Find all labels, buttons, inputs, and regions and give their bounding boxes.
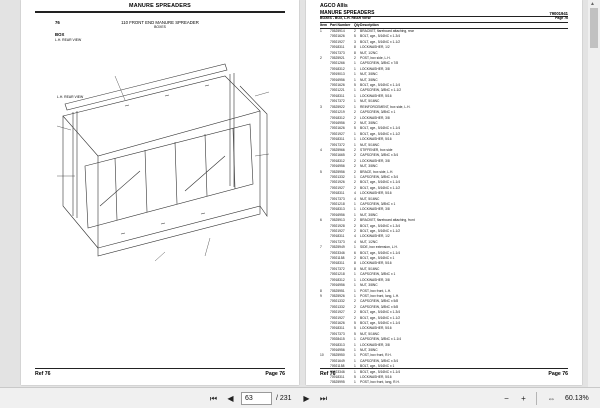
parts-number: 70921158 (330, 364, 345, 369)
drawing-leaders (57, 76, 269, 261)
parts-description: POST, box front, long, R.H. (360, 380, 400, 385)
parts-number: 70917373 (330, 196, 345, 201)
parts-qty: 1 (354, 277, 356, 282)
parts-number: 70921927 (330, 131, 345, 136)
parts-qty: 1 (354, 142, 356, 147)
parts-qty: 8 (354, 266, 356, 271)
parts-qty: 4 (354, 196, 356, 201)
parts-description: CAPSCREW, 3/8NC x 1-1/4 (360, 337, 402, 342)
parts-number: 70918313 (330, 342, 345, 347)
parts-description: LOCKWASHER, 1/2 (360, 45, 390, 50)
parts-description: LOCKWASHER, 3/8 (360, 342, 390, 347)
parts-description: BOLT, cge., 5/16NC x 1-1/4 (360, 320, 401, 325)
parts-number: 70918313 (330, 207, 345, 212)
parts-description: CAPSCREW, 3/8NC x 5/8 (360, 304, 399, 309)
zoom-level: 60.13% (565, 395, 589, 402)
parts-description: LOCKWASHER, 3/8 (360, 66, 390, 71)
parts-number: 70918312 (330, 277, 345, 282)
parts-description: CAPSCREW, 3/8NC x 1 (360, 202, 396, 206)
right-subtitle: BOXES - BOX, L.H. REAR VIEW (320, 16, 371, 20)
parts-number: 70525926 (330, 293, 345, 298)
parts-item: 7 (320, 245, 322, 250)
parts-number: 70918311 (330, 375, 345, 379)
parts-qty: 6 (354, 250, 356, 255)
parts-number: 70918312 (330, 66, 345, 71)
parts-number: 70921626 (330, 126, 345, 131)
parts-number: 70918311 (330, 191, 345, 196)
parts-description: STIFFENER, box side (360, 147, 393, 152)
parts-item: 8 (320, 288, 322, 293)
parts-number: 70921649 (330, 358, 345, 363)
parts-description: BOLT, cge., 5/16NC x 1-3/4 (360, 34, 401, 39)
parts-qty: 1 (354, 88, 356, 93)
parts-description: NUT, 5/16NC (360, 99, 380, 104)
parts-description: BOLT, cge., 5/16NC x 1-1/4 (360, 83, 401, 88)
parts-number: 70918311 (330, 45, 345, 50)
right-title: MANURE SPREADERS (320, 10, 375, 16)
parts-item: 3 (320, 104, 322, 109)
parts-number: 70918311 (330, 93, 345, 98)
parts-description: BRACKET, flareboard attaching, rear (360, 29, 414, 33)
parts-description: POST, box front, L.H. (360, 288, 392, 293)
parts-qty: 5 (354, 375, 356, 379)
parts-description: CAPSCREW, 3/8NC x 3/4 (360, 153, 399, 158)
parts-qty: 1 (354, 174, 356, 179)
parts-description: NUT, 1/2NC (360, 50, 378, 55)
parts-number: 70921221 (330, 88, 345, 93)
parts-number: 70918311 (330, 261, 345, 266)
left-subtitle: 110 FRONT END MANURE SPREADER (121, 20, 199, 25)
catalog-code: 79001941 (549, 11, 568, 16)
parts-qty: 8 (354, 261, 356, 266)
parts-qty: 1 (354, 288, 356, 293)
left-footer-page: Page 76 (265, 370, 285, 377)
parts-number: 70917373 (330, 331, 345, 336)
right-footer-ref: Ref 76 (320, 370, 336, 377)
drawing-posts (73, 73, 234, 218)
parts-description: NUT, 3/8NC (360, 164, 378, 169)
parts-description: BOLT, cge., 5/16NC x 1-1/4 (360, 180, 401, 185)
parts-qty: 1 (354, 99, 356, 104)
parts-number: 70928415 (330, 337, 345, 342)
parts-qty: 2 (354, 29, 356, 33)
parts-qty: 1 (354, 337, 356, 342)
parts-number: 70921218 (330, 272, 345, 277)
parts-description: LOCKWASHER, 5/16 (360, 137, 392, 142)
parts-qty: 1 (354, 293, 356, 298)
parts-description: CAPSCREW, 3/8NC x 1 (360, 110, 396, 115)
parts-qty: 8 (354, 50, 356, 55)
parts-number: 70525922 (330, 104, 345, 109)
parts-number: 70921665 (330, 153, 345, 158)
parts-description: BOLT, cge., 5/16NC x 1-1/2 (360, 39, 401, 44)
parts-number: 70921928 (330, 223, 345, 228)
parts-qty: 2 (354, 223, 356, 228)
parts-qty: 2 (354, 180, 356, 185)
parts-number: 70921219 (330, 110, 345, 115)
drawing-title: BOX (55, 32, 65, 37)
parts-description: BRACE, box side, L.H. (360, 169, 394, 174)
parts-number: 70525913 (330, 218, 345, 223)
parts-qty: 1 (354, 131, 356, 136)
parts-qty: 1 (354, 358, 356, 363)
parts-qty: 1 (354, 61, 356, 66)
parts-qty: 1 (354, 104, 356, 109)
parts-qty: 2 (354, 169, 356, 174)
parts-number: 70916956 (330, 77, 345, 82)
parts-qty: 2 (354, 56, 356, 61)
parts-description: BOLT, cge., 5/16NC x 1-1/4 (360, 369, 401, 374)
parts-number: 70921218 (330, 202, 345, 206)
parts-qty: 4 (354, 234, 356, 239)
parts-qty: 2 (354, 120, 356, 125)
view-label: L.H. REAR VIEW (57, 95, 84, 99)
drawing-box-side (63, 76, 260, 156)
parts-number: 70525951 (330, 288, 345, 293)
parts-item (320, 380, 330, 385)
parts-number: 70916956 (330, 120, 345, 125)
col-qty: Qty (354, 23, 360, 27)
parts-description: CAPSCREW, 3/8NC x 1 (360, 272, 396, 277)
parts-number: 70921332 (330, 299, 345, 304)
col-part-number: Part Number (330, 23, 351, 27)
parts-number: 70917373 (330, 239, 345, 244)
parts-number: 70923346 (330, 250, 345, 255)
parts-description: NUT, 3/8NC (360, 347, 378, 352)
parts-description: BOLT, cge., 5/16NC x 1 (360, 364, 395, 369)
next-page-icon[interactable]: ▶ (303, 394, 310, 403)
left-header-title: MANURE SPREADERS (129, 3, 191, 9)
parts-description: LOCKWASHER, 3/8 (360, 158, 390, 163)
parts-description: LOCKWASHER, 5/16 (360, 326, 392, 331)
parts-number: 70918312 (330, 158, 345, 163)
scroll-up-icon[interactable]: ▲ (590, 1, 595, 7)
parts-number: 70921926 (330, 180, 345, 185)
parts-number: 70921626 (330, 34, 345, 39)
parts-qty: 2 (354, 315, 356, 320)
parts-number: 70916956 (330, 283, 345, 288)
parts-description: NUT, 3/8NC (360, 212, 378, 217)
drawing-lower-rail (98, 206, 260, 256)
parts-number: 70919013 (330, 72, 345, 77)
parts-description: NUT, 5/16NC (360, 142, 380, 147)
left-footer-ref: Ref 76 (35, 370, 51, 377)
parts-item: 5 (320, 169, 322, 174)
parts-qty: 1 (354, 369, 356, 374)
drawing-extension-panel (85, 124, 253, 228)
parts-description: BOLT, cge., 5/16NC x 1-1/4 (360, 126, 401, 131)
parts-qty: 2 (354, 229, 356, 234)
total-pages: / 231 (276, 395, 292, 402)
parts-item: 10 (320, 353, 324, 358)
parts-description: BOLT, cge., 5/16NC x 1-3/4 (360, 223, 401, 228)
parts-description: BOLT, cge., 5/16NC x 1-1/2 (360, 315, 401, 320)
parts-qty: 1 (354, 272, 356, 277)
parts-row (320, 380, 570, 385)
parts-description: REINFORCEMENT, box side, L.H. (360, 104, 411, 109)
left-page-ref: 76 (55, 20, 60, 25)
parts-item: 9 (320, 293, 322, 298)
parts-qty: 1 (354, 77, 356, 82)
parts-description: BOLT, cge., 5/16NC x 1-1/2 (360, 229, 401, 234)
parts-number: 70917372 (330, 266, 345, 271)
parts-qty: 1 (354, 66, 356, 71)
parts-description: LOCKWASHER, 3/8 (360, 277, 390, 282)
parts-qty: 4 (354, 191, 356, 196)
parts-number: 70918311 (330, 234, 345, 239)
parts-description: POST, box side, L.H. (360, 56, 391, 61)
parts-number: 70525995 (330, 380, 345, 385)
drawing-subtitle: L.H. REAR VIEW (55, 37, 82, 42)
parts-qty: 5 (354, 126, 356, 131)
vertical-scrollbar[interactable] (588, 0, 600, 387)
right-footer-rule (320, 368, 568, 369)
parts-qty: 2 (354, 115, 356, 120)
parts-qty: 8 (354, 45, 356, 50)
parts-description: LOCKWASHER, 1/2 (360, 234, 390, 239)
parts-qty: 1 (354, 245, 356, 250)
parts-number: 70917372 (330, 142, 345, 147)
parts-qty: 1 (354, 347, 356, 352)
parts-qty: 2 (354, 158, 356, 163)
parts-item: 6 (320, 218, 322, 223)
parts-description: BRACKET, flareboard attaching, front (360, 218, 415, 223)
parts-number: 70921332 (330, 174, 345, 179)
parts-number: 70525914 (330, 29, 345, 33)
fit-page-icon[interactable]: ⇔ (547, 394, 556, 403)
parts-qty: 2 (354, 164, 356, 169)
parts-number: 70917372 (330, 99, 345, 104)
parts-description: LOCKWASHER, 5/16 (360, 375, 392, 379)
current-page-input[interactable]: 63 (241, 392, 272, 405)
parts-qty: 1 (354, 93, 356, 98)
parts-item: 1 (320, 29, 322, 33)
parts-number: 70916956 (330, 164, 345, 169)
parts-number: 70525956 (330, 169, 345, 174)
scroll-thumb[interactable] (590, 8, 598, 48)
drawing-ribs (115, 128, 235, 220)
parts-qty: 1 (354, 212, 356, 217)
company-name: AGCO Allis (320, 3, 348, 9)
parts-number: 70921158 (330, 256, 345, 261)
right-page-number: Page 76 (555, 16, 568, 20)
parts-number: 70921927 (330, 229, 345, 234)
parts-table (320, 29, 570, 385)
parts-description: NUT, 5/16NC (360, 331, 380, 336)
parts-description: POST, box front, long, L.H. (360, 293, 400, 298)
drawing-front-end (240, 86, 267, 216)
toolbar-separator (536, 392, 537, 405)
parts-number: 70923346 (330, 369, 345, 374)
parts-number: 70921266 (330, 61, 345, 66)
right-footer-page: Page 76 (548, 370, 568, 377)
page-left (21, 0, 299, 385)
parts-number: 70918311 (330, 137, 345, 142)
parts-description: NUT, 1/2NC (360, 239, 378, 244)
parts-number: 70921927 (330, 39, 345, 44)
parts-qty: 1 (354, 380, 356, 385)
parts-number: 70916956 (330, 212, 345, 217)
parts-qty: 1 (354, 72, 356, 77)
left-header-rule-2 (35, 12, 285, 13)
parts-qty: 2 (354, 153, 356, 158)
parts-item: 4 (320, 147, 322, 152)
parts-qty: 2 (354, 310, 356, 315)
col-item: Item (320, 23, 327, 27)
parts-description: BOLT, cge., 5/16NC x 1-1/2 (360, 131, 401, 136)
parts-description: LOCKWASHER, 3/8 (360, 115, 390, 120)
parts-description: LOCKWASHER, 5/16 (360, 261, 392, 266)
page-right (306, 0, 582, 385)
parts-description: CAPSCREW, 3/8NC x 7/8 (360, 61, 399, 66)
col-description: Description (360, 23, 379, 27)
parts-number: 70525949 (330, 245, 345, 250)
parts-number: 70921927 (330, 315, 345, 320)
parts-description: LOCKWASHER, 5/16 (360, 93, 392, 98)
parts-number: 70918312 (330, 115, 345, 120)
parts-description: LOCKWASHER, 5/16 (360, 191, 392, 196)
parts-qty: 2 (354, 304, 356, 309)
parts-qty: 1 (354, 207, 356, 212)
parts-number: 70921927 (330, 310, 345, 315)
parts-description: CAPSCREW, 3/8NC x 3/4 (360, 174, 399, 179)
parts-description: BOLT, cge., 5/16NC x 1-1/2 (360, 185, 401, 190)
parts-qty: 3 (354, 39, 356, 44)
skip-last-icon[interactable]: ⏭ (319, 394, 328, 403)
parts-description: LOCKWASHER, 3/8 (360, 207, 390, 212)
parts-description: NUT, 5/16NC (360, 196, 380, 201)
parts-qty: 2 (354, 185, 356, 190)
parts-number: 70917373 (330, 50, 345, 55)
parts-qty: 5 (354, 83, 356, 88)
parts-qty: 5 (354, 320, 356, 325)
parts-qty: 1 (354, 137, 356, 142)
parts-qty: 2 (354, 110, 356, 115)
parts-description: SIDE, box extension, L.H. (360, 245, 398, 250)
parts-qty: 1 (354, 202, 356, 206)
drawing-flareboard (65, 64, 227, 110)
parts-qty: 4 (354, 239, 356, 244)
parts-description: NUT, 3/8NC (360, 120, 378, 125)
drawing-box-bottom-edge (98, 111, 260, 248)
parts-qty: 5 (354, 331, 356, 336)
parts-qty: 1 (354, 364, 356, 369)
parts-number: 70525921 (330, 56, 345, 61)
parts-number: 70916956 (330, 347, 345, 352)
parts-qty: 2 (354, 256, 356, 261)
parts-description: BOLT, cge., 5/16NC x 1 (360, 256, 395, 261)
drawing-bolts (121, 85, 209, 234)
parts-number: 70921626 (330, 320, 345, 325)
zoom-in-icon[interactable]: + (521, 394, 526, 403)
parts-qty: 1 (354, 283, 356, 288)
parts-number: 70918311 (330, 326, 345, 331)
parts-description: POST, box front, R.H. (360, 353, 392, 358)
parts-table-header (320, 23, 379, 27)
parts-qty: 5 (354, 326, 356, 331)
zoom-out-icon[interactable]: − (504, 394, 509, 403)
parts-qty: 2 (354, 218, 356, 223)
parts-description: CAPSCREW, 3/8NC x 5/8 (360, 299, 399, 304)
parts-description: NUT, 3/8NC (360, 283, 378, 288)
parts-description: NUT, 5/16NC (360, 266, 380, 271)
parts-qty: 2 (354, 147, 356, 152)
parts-description: NUT, 3/8NC (360, 77, 378, 82)
prev-page-icon[interactable]: ◀ (227, 394, 234, 403)
parts-description: NUT, 3/8NC (360, 72, 378, 77)
parts-number: 70525966 (330, 147, 345, 152)
parts-description: BOLT, cge., 5/16NC x 1-3/4 (360, 310, 401, 315)
parts-qty: 5 (354, 34, 356, 39)
parts-qty: 1 (354, 353, 356, 358)
parts-number: 70921927 (330, 185, 345, 190)
parts-item: 2 (320, 56, 322, 61)
parts-description: CAPSCREW, 3/8NC x 1-1/2 (360, 88, 402, 93)
parts-description: BOLT, cge., 5/16NC x 1-1/4 (360, 250, 401, 255)
parts-number: 70921626 (330, 83, 345, 88)
viewer-toolbar (0, 387, 600, 408)
parts-qty: 1 (354, 342, 356, 347)
left-footer-rule (35, 368, 285, 369)
parts-qty: 2 (354, 299, 356, 304)
parts-number: 70921332 (330, 304, 345, 309)
exploded-parts-drawing (55, 56, 275, 281)
parts-description: CAPSCREW, 3/8NC x 3/4 (360, 358, 399, 363)
skip-first-icon[interactable]: ⏮ (209, 394, 218, 403)
parts-number: 70525950 (330, 353, 345, 358)
left-subtitle-2: BOXES (154, 25, 166, 29)
